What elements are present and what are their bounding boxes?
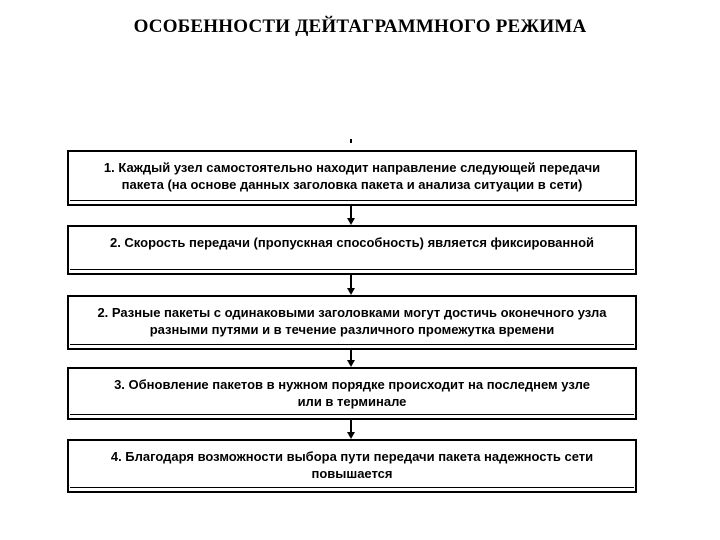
step-3-line-1: 2. Разные пакеты с одинаковыми заголовками могут достичь оконечного узла [97, 305, 607, 320]
arrow-head-icon [347, 432, 355, 439]
step-box-1 [67, 150, 637, 206]
arrow-1-to-2 [348, 206, 354, 225]
step-5-line-2: повышается [311, 466, 393, 481]
arrow-2-to-3 [348, 275, 354, 295]
step-text-4 [114, 376, 590, 410]
top-connector-tick [350, 139, 352, 143]
step-text-2 [110, 234, 594, 251]
step-1-line-2: пакета (на основе данных заголовка пакета и анализа ситуации в сети) [121, 177, 583, 192]
step-box-2 [67, 225, 637, 275]
arrow-4-to-5 [348, 420, 354, 439]
step-2-line-1: 2. Скорость передачи (пропускная способность) является фиксированной [109, 235, 595, 250]
step-4-line-1: 3. Обновление пакетов в нужном порядке происходит на последнем узле [114, 377, 590, 392]
step-4-line-2: или в терминале [297, 394, 407, 409]
arrow-3-to-4 [348, 350, 354, 367]
step-1-line-1: 1. Каждый узел самостоятельно находит направление следующей передачи [103, 160, 601, 175]
arrow-head-icon [347, 218, 355, 225]
step-box-3 [67, 295, 637, 350]
step-3-line-2: разными путями и в течение различного промежутка времени [149, 322, 555, 337]
step-box-4 [67, 367, 637, 420]
step-text-3 [97, 304, 606, 338]
slide-title: ОСОБЕННОСТИ ДЕЙТАГРАММНОГО РЕЖИМА [133, 16, 587, 37]
step-box-5 [67, 439, 637, 493]
arrow-head-icon [347, 288, 355, 295]
step-text-5 [111, 448, 593, 482]
step-5-line-1: 4. Благодаря возможности выбора пути передачи пакета надежность сети [110, 449, 594, 464]
step-text-1 [104, 159, 600, 193]
arrow-head-icon [347, 360, 355, 367]
